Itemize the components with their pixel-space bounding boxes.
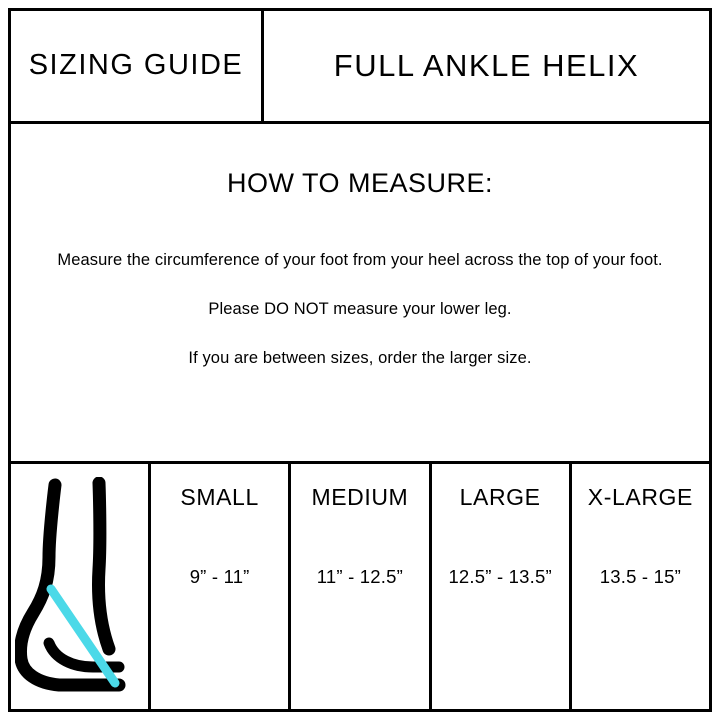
guide-frame [8, 8, 712, 712]
measure-instruction-1: Measure the circumference of your foot from your heel across the top of your foot. [57, 251, 663, 269]
size-column-large [432, 464, 572, 709]
sizing-guide-title: SIZING GUIDE [28, 49, 244, 82]
size-column-medium [291, 464, 431, 709]
how-to-measure-section [11, 124, 709, 464]
size-column-xlarge [572, 464, 709, 709]
size-table [11, 464, 709, 709]
size-header-xlarge: X-LARGE [587, 483, 693, 510]
size-column-small [151, 464, 291, 709]
foot-illustration-cell [11, 464, 151, 709]
size-header-small: SMALL [180, 483, 259, 510]
size-range-xlarge: 13.5 - 15” [599, 566, 681, 587]
size-range-large: 12.5” - 13.5” [448, 566, 552, 587]
header-left-cell [11, 11, 264, 121]
foot-measure-diagram-icon [15, 477, 145, 697]
size-header-medium: MEDIUM [311, 483, 409, 510]
size-header-large: LARGE [459, 483, 541, 510]
size-range-medium: 11” - 12.5” [316, 566, 403, 587]
how-to-measure-heading: HOW TO MEASURE: [226, 168, 494, 198]
product-title: FULL ANKLE HELIX [333, 47, 640, 83]
header-row [11, 11, 709, 124]
measure-instruction-2: Please DO NOT measure your lower leg. [208, 300, 512, 318]
size-range-small: 9” - 11” [189, 566, 250, 587]
measure-instruction-3: If you are between sizes, order the larger size. [188, 349, 532, 367]
header-right-cell [264, 11, 709, 121]
